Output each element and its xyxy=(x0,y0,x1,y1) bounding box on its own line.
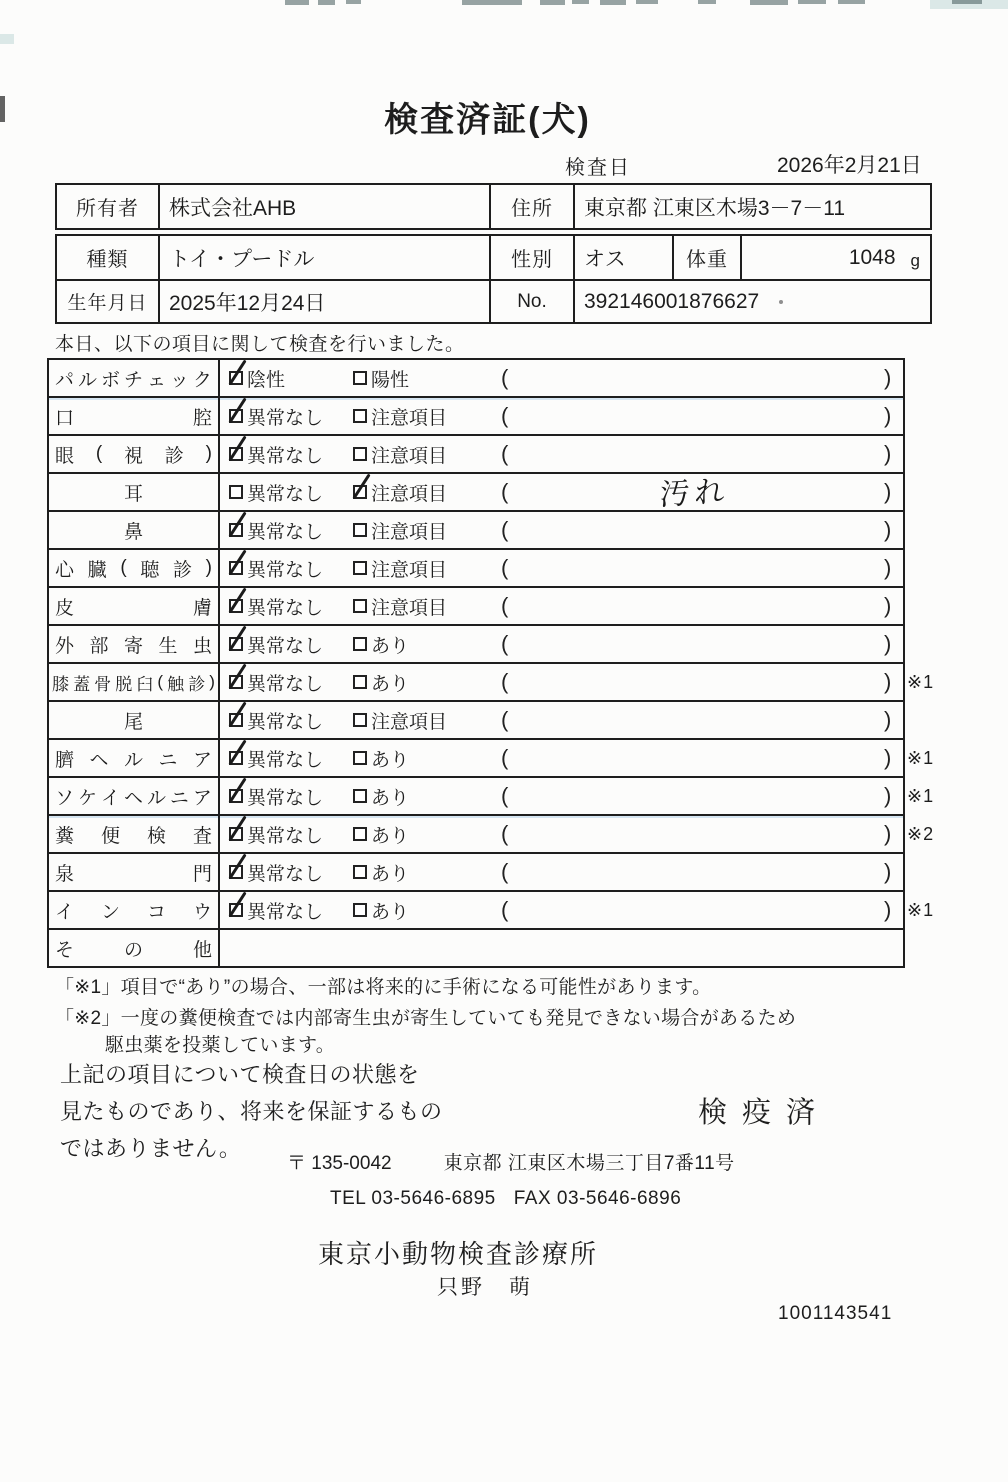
result-option-1 xyxy=(229,360,285,396)
handwritten-check-mark xyxy=(228,892,246,918)
handwritten-check-mark xyxy=(228,588,246,614)
reference-mark: ※2 xyxy=(907,824,935,844)
owner-label: 所有者 xyxy=(57,185,160,228)
result-option-2 xyxy=(353,588,447,624)
checkbox xyxy=(229,447,243,461)
sex-value: オス xyxy=(575,236,674,279)
inspection-item-label: 外 部 寄 生 虫 xyxy=(49,626,220,662)
result-option-1-label: 異常なし xyxy=(247,483,324,505)
paren-close: ) xyxy=(884,783,892,808)
paren-open: ( xyxy=(501,745,509,770)
result-option-1 xyxy=(229,398,323,434)
inspection-date-label: 検査日 xyxy=(565,157,631,179)
reference-mark: ※1 xyxy=(907,786,935,806)
inspection-item-label: 鼻 xyxy=(49,512,220,548)
paren-close: ) xyxy=(884,403,892,428)
handwritten-check-mark xyxy=(228,626,246,652)
result-option-2-label: あり xyxy=(371,863,410,885)
result-option-2-label: あり xyxy=(371,673,410,695)
paren-open: ( xyxy=(501,593,509,618)
checkbox xyxy=(353,637,367,651)
sex-label: 性別 xyxy=(491,236,575,279)
result-option-1 xyxy=(229,816,323,852)
reference-mark: ※1 xyxy=(907,748,935,768)
result-option-1 xyxy=(229,664,323,700)
checkbox xyxy=(229,675,243,689)
checkbox xyxy=(353,903,367,917)
weight-cell xyxy=(742,236,930,279)
inspection-item-label: パ ル ボ チ ェ ッ ク xyxy=(49,360,220,396)
footnote-2-continued: 駆虫薬を投薬しています。 xyxy=(105,1035,336,1056)
inspection-item-label: 耳 xyxy=(49,474,220,510)
handwritten-check-mark xyxy=(228,702,246,728)
inspection-item-label: 皮 膚 xyxy=(49,588,220,624)
result-option-1-label: 異常なし xyxy=(247,445,324,467)
result-option-1 xyxy=(229,512,323,548)
disclaimer-paragraph: 上記の項目について検査日の状態を 見たものであり、将来を保証するもの ではありません。 xyxy=(60,1062,443,1161)
paren-open: ( xyxy=(501,365,509,390)
birthdate-value: 2025年12月24日 xyxy=(160,281,491,322)
result-option-1 xyxy=(229,740,323,776)
examiner-name: 只野 萌 xyxy=(437,1276,533,1299)
result-option-2-label: 注意項目 xyxy=(371,711,448,733)
paren-open: ( xyxy=(501,821,509,846)
result-option-2 xyxy=(353,360,409,396)
result-option-2 xyxy=(353,474,447,510)
paren-open: ( xyxy=(501,403,509,428)
footnote-1: 「※1」項目で“あり”の場合、一部は将来的に手術になる可能性があります。 xyxy=(55,977,712,998)
paren-open: ( xyxy=(501,441,509,466)
checkbox xyxy=(353,713,367,727)
breed-value: トイ・プードル xyxy=(160,236,491,279)
result-option-2-label: あり xyxy=(371,901,410,923)
result-option-2 xyxy=(353,778,409,814)
reference-mark: ※1 xyxy=(907,672,935,692)
result-option-1 xyxy=(229,854,323,890)
result-option-1 xyxy=(229,436,323,472)
result-option-2 xyxy=(353,436,447,472)
result-option-1-label: 異常なし xyxy=(247,597,324,619)
checkbox xyxy=(229,485,243,499)
handwritten-check-mark xyxy=(228,360,246,386)
inspection-item-label: そ の 他 xyxy=(49,930,220,966)
address-label: 住所 xyxy=(491,185,575,228)
checkbox xyxy=(229,523,243,537)
inspection-item-label: 膝 蓋 骨 脱 臼 ( 触 診 ) xyxy=(49,664,220,700)
checkbox xyxy=(353,371,367,385)
result-option-1 xyxy=(229,626,323,662)
paren-close: ) xyxy=(884,859,892,884)
paren-close: ) xyxy=(884,441,892,466)
owner-table xyxy=(55,183,932,230)
result-option-1-label: 異常なし xyxy=(247,521,324,543)
weight-label: 体重 xyxy=(674,236,742,279)
checkbox xyxy=(353,599,367,613)
inspection-item-label: 臍 ヘ ル ニ ア xyxy=(49,740,220,776)
result-option-2 xyxy=(353,816,409,852)
clinic-name: 東京小動物検査診療所 xyxy=(318,1239,599,1269)
result-option-2-label: 注意項目 xyxy=(371,445,448,467)
result-option-2 xyxy=(353,702,447,738)
result-option-2-label: 注意項目 xyxy=(371,597,448,619)
result-option-1 xyxy=(229,892,323,928)
result-option-1-label: 異常なし xyxy=(247,407,324,429)
checkbox xyxy=(229,561,243,575)
result-option-1 xyxy=(229,588,323,624)
paren-open: ( xyxy=(501,669,509,694)
serial-number: 1001143541 xyxy=(778,1303,893,1324)
birthdate-label: 生年月日 xyxy=(57,281,160,322)
page-title: 検査済証(犬) xyxy=(384,101,591,139)
paren-open: ( xyxy=(501,897,509,922)
paren-close: ) xyxy=(884,479,892,504)
postal-code: 〒 135-0042 xyxy=(287,1153,392,1174)
result-option-2 xyxy=(353,854,409,890)
paren-close: ) xyxy=(884,555,892,580)
checkbox xyxy=(229,827,243,841)
paren-open: ( xyxy=(501,555,509,580)
result-option-1 xyxy=(229,474,323,510)
paren-open: ( xyxy=(501,517,509,542)
paren-close: ) xyxy=(884,745,892,770)
inspection-item-label: 糞 便 検 査 xyxy=(49,816,220,852)
paren-close: ) xyxy=(884,593,892,618)
inspection-item-label: イ ン コ ウ xyxy=(49,892,220,928)
checkbox xyxy=(229,637,243,651)
checkbox xyxy=(353,561,367,575)
result-option-2 xyxy=(353,512,447,548)
inspection-row-options xyxy=(220,930,903,966)
result-option-2-label: 注意項目 xyxy=(371,407,448,429)
quarantine-stamp-text: 検疫済 xyxy=(698,1097,831,1129)
result-option-1-label: 異常なし xyxy=(247,787,324,809)
paren-close: ) xyxy=(884,631,892,656)
certificate-no-label: No. xyxy=(491,281,575,322)
result-option-1-label: 陰性 xyxy=(247,369,286,391)
checkbox xyxy=(229,713,243,727)
checkbox xyxy=(353,865,367,879)
handwritten-note: 汚れ xyxy=(658,475,731,512)
checkbox xyxy=(353,827,367,841)
inspection-item-label: 心 臓 ( 聴 診 ) xyxy=(49,550,220,586)
intro-sentence: 本日、以下の項目に関して検査を行いました。 xyxy=(55,334,465,355)
tel-number: TEL 03-5646-6895 xyxy=(330,1188,496,1209)
inspection-table xyxy=(47,358,935,968)
result-option-1-label: 異常なし xyxy=(247,711,324,733)
footnote-2: 「※2」一度の糞便検査では内部寄生虫が寄生していても発見できない場合があるため xyxy=(55,1008,797,1029)
paren-open: ( xyxy=(501,707,509,732)
handwritten-check-mark xyxy=(228,854,246,880)
paren-open: ( xyxy=(501,631,509,656)
checkbox xyxy=(229,865,243,879)
handwritten-check-mark xyxy=(228,398,246,424)
handwritten-check-mark xyxy=(228,550,246,576)
checkbox xyxy=(229,789,243,803)
weight-unit: g xyxy=(910,250,920,270)
checkbox xyxy=(353,751,367,765)
paren-close: ) xyxy=(884,365,892,390)
result-option-2 xyxy=(353,398,447,434)
handwritten-check-mark xyxy=(228,816,246,842)
result-option-2-label: あり xyxy=(371,749,410,771)
fax-number: FAX 03-5646-6896 xyxy=(513,1188,682,1209)
inspection-item-label: 泉 門 xyxy=(49,854,220,890)
result-option-1-label: 異常なし xyxy=(247,749,324,771)
stray-pen-dot xyxy=(779,300,783,304)
checkbox xyxy=(229,599,243,613)
result-option-2-label: あり xyxy=(371,825,410,847)
handwritten-check-mark xyxy=(228,740,246,766)
result-option-2 xyxy=(353,664,409,700)
result-option-1 xyxy=(229,702,323,738)
checkbox xyxy=(353,447,367,461)
pet-table xyxy=(55,234,932,324)
certificate-no-value: 392146001876627 xyxy=(575,281,930,322)
handwritten-check-mark xyxy=(352,474,370,500)
paren-close: ) xyxy=(884,669,892,694)
paren-open: ( xyxy=(501,783,509,808)
result-option-1 xyxy=(229,550,323,586)
owner-value: 株式会社AHB xyxy=(160,185,491,228)
inspection-item-label: 口 腔 xyxy=(49,398,220,434)
result-option-2-label: 注意項目 xyxy=(371,483,448,505)
breed-label: 種類 xyxy=(57,236,160,279)
inspection-row xyxy=(49,892,935,930)
result-option-2-label: あり xyxy=(371,635,410,657)
inspection-date-value: 2026年2月21日 xyxy=(777,154,922,177)
checkbox xyxy=(353,409,367,423)
checkbox xyxy=(353,485,367,499)
paren-close: ) xyxy=(884,517,892,542)
result-option-1-label: 異常なし xyxy=(247,673,324,695)
checkbox xyxy=(353,789,367,803)
result-option-2 xyxy=(353,892,409,928)
result-option-2-label: 注意項目 xyxy=(371,559,448,581)
reference-mark: ※1 xyxy=(907,900,935,920)
result-option-1-label: 異常なし xyxy=(247,559,324,581)
clinic-address-line xyxy=(287,1148,735,1175)
result-option-1-label: 異常なし xyxy=(247,901,324,923)
checkbox xyxy=(353,523,367,537)
inspection-row xyxy=(49,930,903,966)
handwritten-check-mark xyxy=(228,778,246,804)
checkbox xyxy=(353,675,367,689)
address-value: 東京都 江東区木場3－7－11 xyxy=(584,196,845,220)
result-option-2-label: あり xyxy=(371,787,410,809)
clinic-address: 東京都 江東区木場三丁目7番11号 xyxy=(443,1153,735,1174)
checkbox xyxy=(229,409,243,423)
result-option-2-label: 注意項目 xyxy=(371,521,448,543)
result-option-2 xyxy=(353,550,447,586)
inspection-item-label: 眼 ( 視 診 ) xyxy=(49,436,220,472)
paren-close: ) xyxy=(884,707,892,732)
checkbox xyxy=(229,903,243,917)
clinic-tel-line xyxy=(330,1188,681,1210)
result-option-1 xyxy=(229,778,323,814)
result-option-1-label: 異常なし xyxy=(247,825,324,847)
result-option-2 xyxy=(353,626,409,662)
handwritten-check-mark xyxy=(228,664,246,690)
paren-close: ) xyxy=(884,897,892,922)
inspection-item-label: 尾 xyxy=(49,702,220,738)
paren-open: ( xyxy=(501,479,509,504)
checkbox xyxy=(229,371,243,385)
checkbox xyxy=(229,751,243,765)
result-option-2 xyxy=(353,740,409,776)
inspection-item-label: ソ ケ イ ヘ ル ニ ア xyxy=(49,778,220,814)
result-option-1-label: 異常なし xyxy=(247,635,324,657)
result-option-1-label: 異常なし xyxy=(247,863,324,885)
handwritten-check-mark xyxy=(228,436,246,462)
paren-open: ( xyxy=(501,859,509,884)
inspection-row-options xyxy=(220,892,935,928)
result-option-2-label: 陽性 xyxy=(371,369,410,391)
weight-value: 1048 xyxy=(848,245,896,269)
paren-close: ) xyxy=(884,821,892,846)
handwritten-check-mark xyxy=(228,512,246,538)
